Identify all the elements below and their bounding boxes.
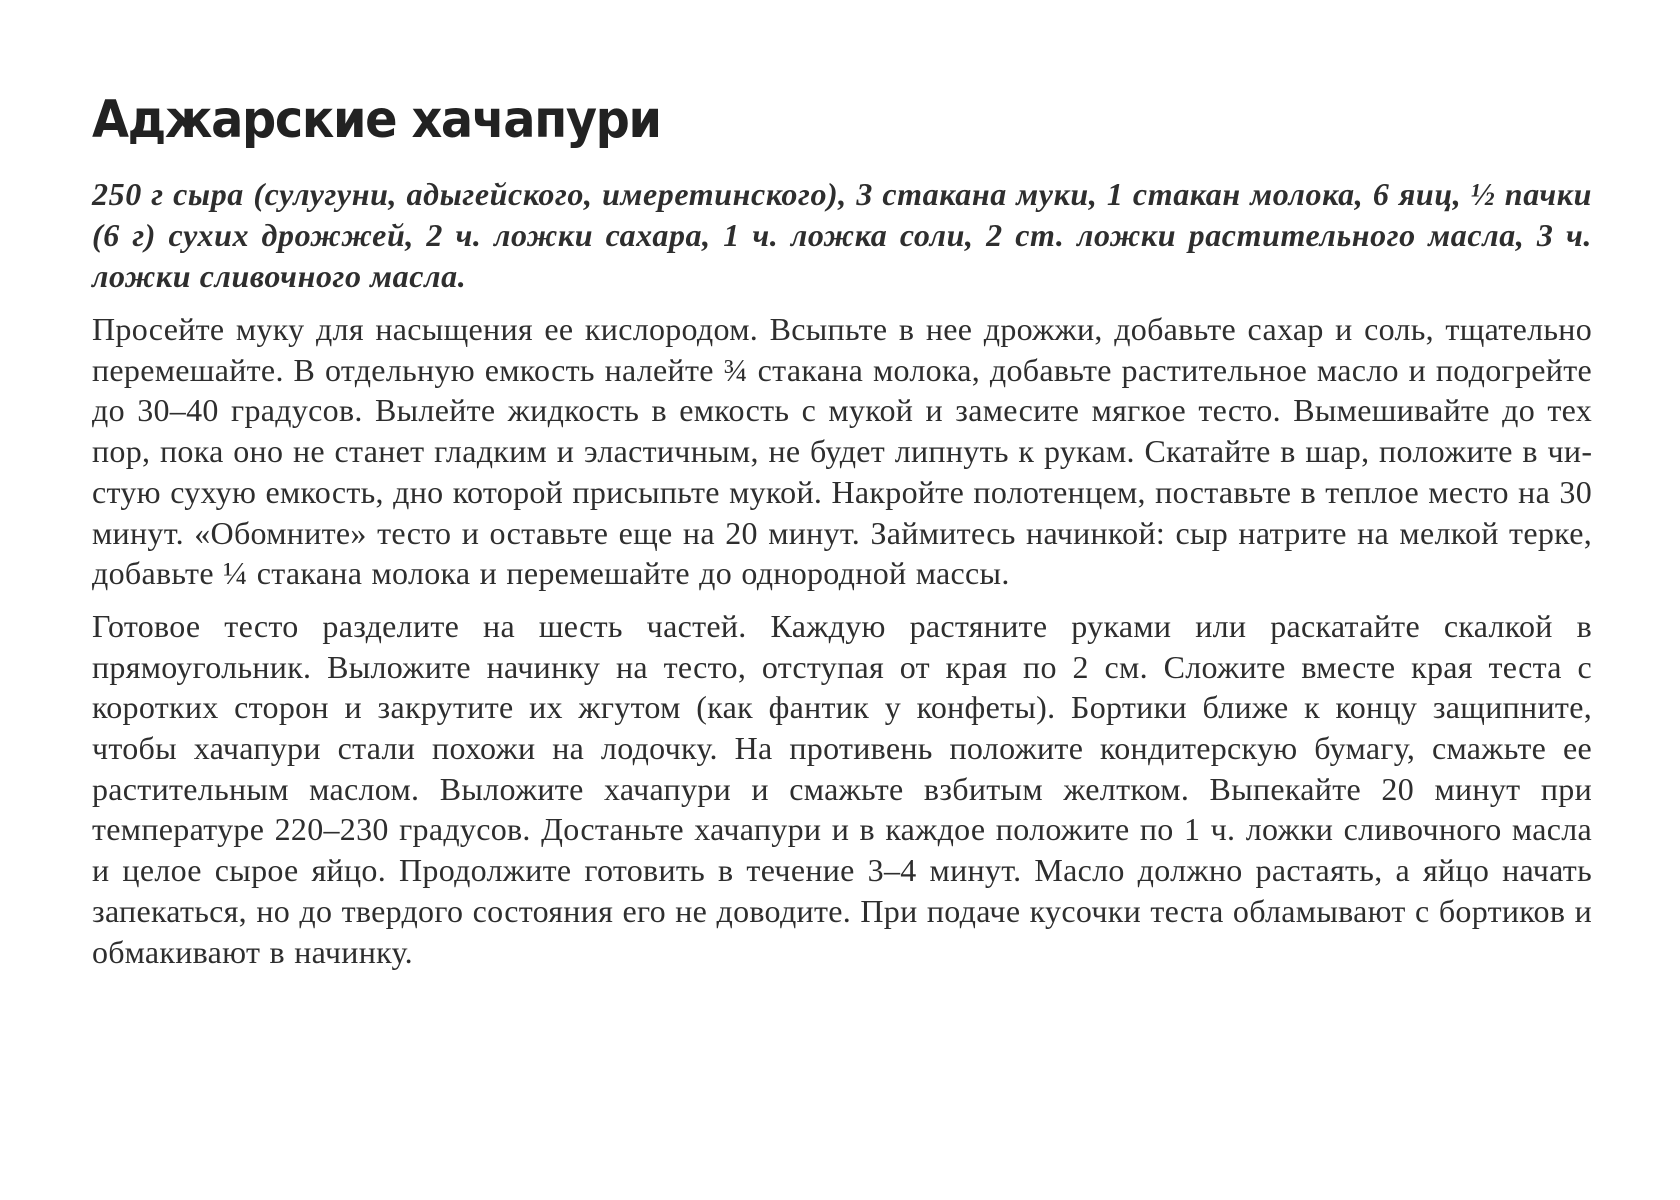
instructions-paragraph-baking: Готовое тесто разделите на шесть частей. Каждую растяните руками или раскатайте скалкой в прямоугольник. Выложите начинку на тесто, отступая от края по 2 см. Сложите вместе края теста с коротких сторон и закрутите их жгутом (как фантик у конфеты). Бортики ближе к концу защипните, чтобы хачапури стали похожи на лодочку. На противень положите кондитерскую бумагу, смажьте ее растительным маслом. Выложите хачапури и смажьте взбитым желтком. Выпекайте 20 минут при температуре 220–230 градусов. Достаньте хачапури и в каждое положите по 1 ч. ложки сливочного масла и целое сырое яйцо. Продолжите готовить в течение 3–4 минут. Масло должно растаять, а яйцо начать запекаться, но до твердого состояния его не доводите. При подаче кусочки теста обламывают с бортиков и обмакивают в начинку. xyxy=(92,607,1592,970)
recipe-page xyxy=(92,88,1592,972)
instructions-paragraph-dough: Просейте муку для насыщения ее кислородом. Всыпьте в нее дрожжи, добавьте сахар и соль, тщательно перемешайте. В отдельную емкость налейте ¾ стакана молока, добавьте растительное масло и подогрейте до 30–40 градусов. Вылейте жидкость в емкость с мукой и замесите мягкое тесто. Вымешивайте до тех пор, пока оно не станет гладким и эластичным, не будет липнуть к рукам. Скатайте в шар, положите в чистую сухую емкость, дно которой присыпьте мукой. Накройте полотенцем, поставьте в теплое место на 30 минут. «Обомните» тесто и оставьте еще на 20 минут. Займитесь начинкой: сыр натрите на мелкой терке, добавьте ¼ стакана молока и перемешайте до однородной массы. xyxy=(92,311,1592,592)
recipe-title: Аджарские хачапури xyxy=(92,90,661,150)
ingredients-list: 250 г сыра (сулугуни, адыгейского, имеретинского), 3 стакана муки, 1 стакан молока, 6 яиц, ½ пачки (6 г) сухих дрожжей, 2 ч. ложки сахара, 1 ч. ложка соли, 2 ст. ложки растительного масла, 3 ч. ложки сливочного масла. xyxy=(92,176,1592,294)
